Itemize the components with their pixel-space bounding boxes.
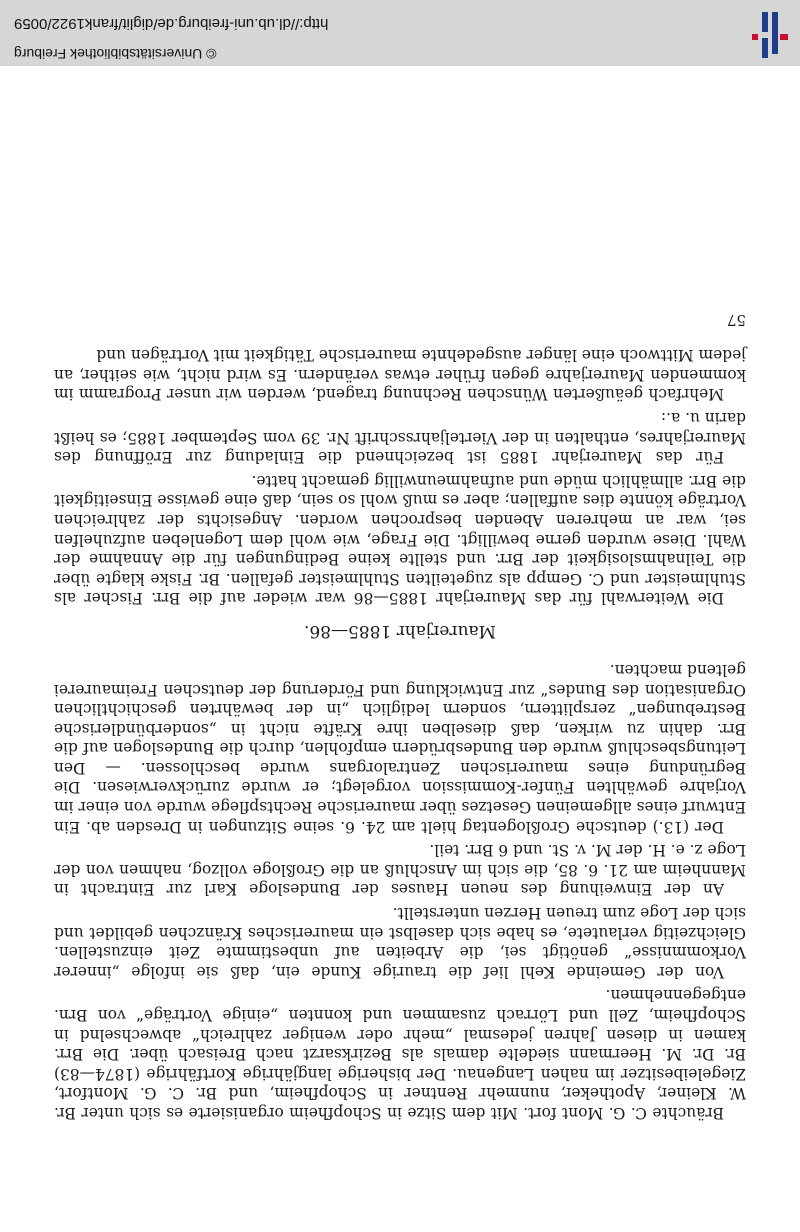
paragraph: Bräuchte C. G. Mont fort. Mit dem Sitze in Schopfheim organisierte es sich unter Br. W. Kleiner, Apotheker, nunmehr Rentner in Schopfheim, und Br. C. G. Montfort, Ziegeleibesitzer im nahen Langenau. Der bisherige langjährige Kortfährige (1874—83) Br. Dr. M. Heermann siedelte damals als Bezirksarzt nach Breisach über. Die Brr. kamen in diesen Jahren jedesmal „mehr oder weniger zahlreich“ abwechselnd in Schopfheim, Zell und Lörrach zusammen und konnten „einige Vorträge“ von Brn. entgegennehmen. bbox=[54, 986, 746, 1122]
paragraph: Die Weiterwahl für das Maurerjahr 1885—86 war wieder auf die Brr. Fischer als Stuhlmeister und C. Gempp als zugeteilten Stuhlmeister gefallen. Br. Fiske klagte über die Teilnahmslosigkeit der Brr. und stellte keine Bedingungen für die Annahme der Wahl. Diese wurden gerne bewilligt. Die Frage, wie wohl dem Logenleben aufzuhelfen sei, war an mehreren Abenden besprochen worden. Angesichts der zahlreichen Vorträge könnte dies auffallen; aber es muß wohl so sein, daß eine gewisse Einseitigkeit die Brr. allmählich müde und aufnahmeunwillig gemacht hatte. bbox=[54, 471, 746, 608]
page-number: 57 bbox=[726, 310, 746, 329]
copyright-label: © Universitätsbibliothek Freiburg bbox=[14, 46, 217, 62]
paragraph: Von der Gemeinde Kehl lief die traurige Kunde ein, daß sie infolge „innerer Vorkommnisse“ genötigt sei, die Arbeiten auf unbestimmte Zeit einzustellen. Gleichzeitig verlautete, es habe sich daselbst ein maurerisches Kränzchen gebildet und sich der Loge zum treuen Herzen unterstellt. bbox=[54, 904, 746, 981]
section-heading: Maurerjahr 1885—86. bbox=[304, 621, 496, 642]
paragraph: Der (13.) deutsche Großlogentag hielt am 24. 6. seine Sitzungen in Dresden ab. Ein Entwurf eines allgemeinen Gesetzes über maurerische Rechtspflege wurde von einer im Vorjahre gewählten Fünfer-Kommission vorgelegt; er wurde zurückverwiesen. Die Begründung eines maurerischen Zentralorgans wurde beschlossen. — Den Leitungsbeschluß wurde den Bundesbrüdern empfohlen, durch die Bundeslogen auf die Brr. dahin zu wirken, daß dieselben ihre Kräfte nicht in „sonderbündlerische Bestrebungen“ zersplittern, sondern lediglich „in der bewährten geschichtlichen Organisation des Bundes“ zur Entwicklung und Förderung der deutschen Freimaurerei geltend machten. bbox=[54, 660, 746, 836]
paragraph: Für das Maurerjahr 1885 ist bezeichnend die Einladung zur Eröffnung des Maurerjahres, enthalten in der Vierteljahrsschrift Nr. 39 vom September 1885; es heißt darin u. a.: bbox=[54, 409, 746, 467]
paragraph: Mehrfach geäußerten Wünschen Rechnung tragend, werden wir unser Programm im kommenden Maurerjahre gegen früher etwas verändern. Es wird nicht, wie seither, an jedem Mittwoch eine länger ausgedehnte maurerische Tätigkeit mit Vorträgen und bbox=[54, 346, 746, 404]
viewer-header-bar bbox=[0, 0, 800, 66]
document-url-link[interactable]: http://dl.ub.uni-freiburg.de/diglit/frank1922/0059 bbox=[14, 15, 329, 32]
document-page bbox=[54, 130, 746, 1122]
university-logo-icon bbox=[744, 12, 788, 58]
paragraph: An der Einweihung des neuen Hauses der Bundesloge Karl zur Eintracht in Mannheim am 21. 6. 85, die sich im Anschluß an die Großloge vollzog, nahmen von der Loge z. e. H. der M. v. St. und 6 Brr. teil. bbox=[54, 841, 746, 899]
